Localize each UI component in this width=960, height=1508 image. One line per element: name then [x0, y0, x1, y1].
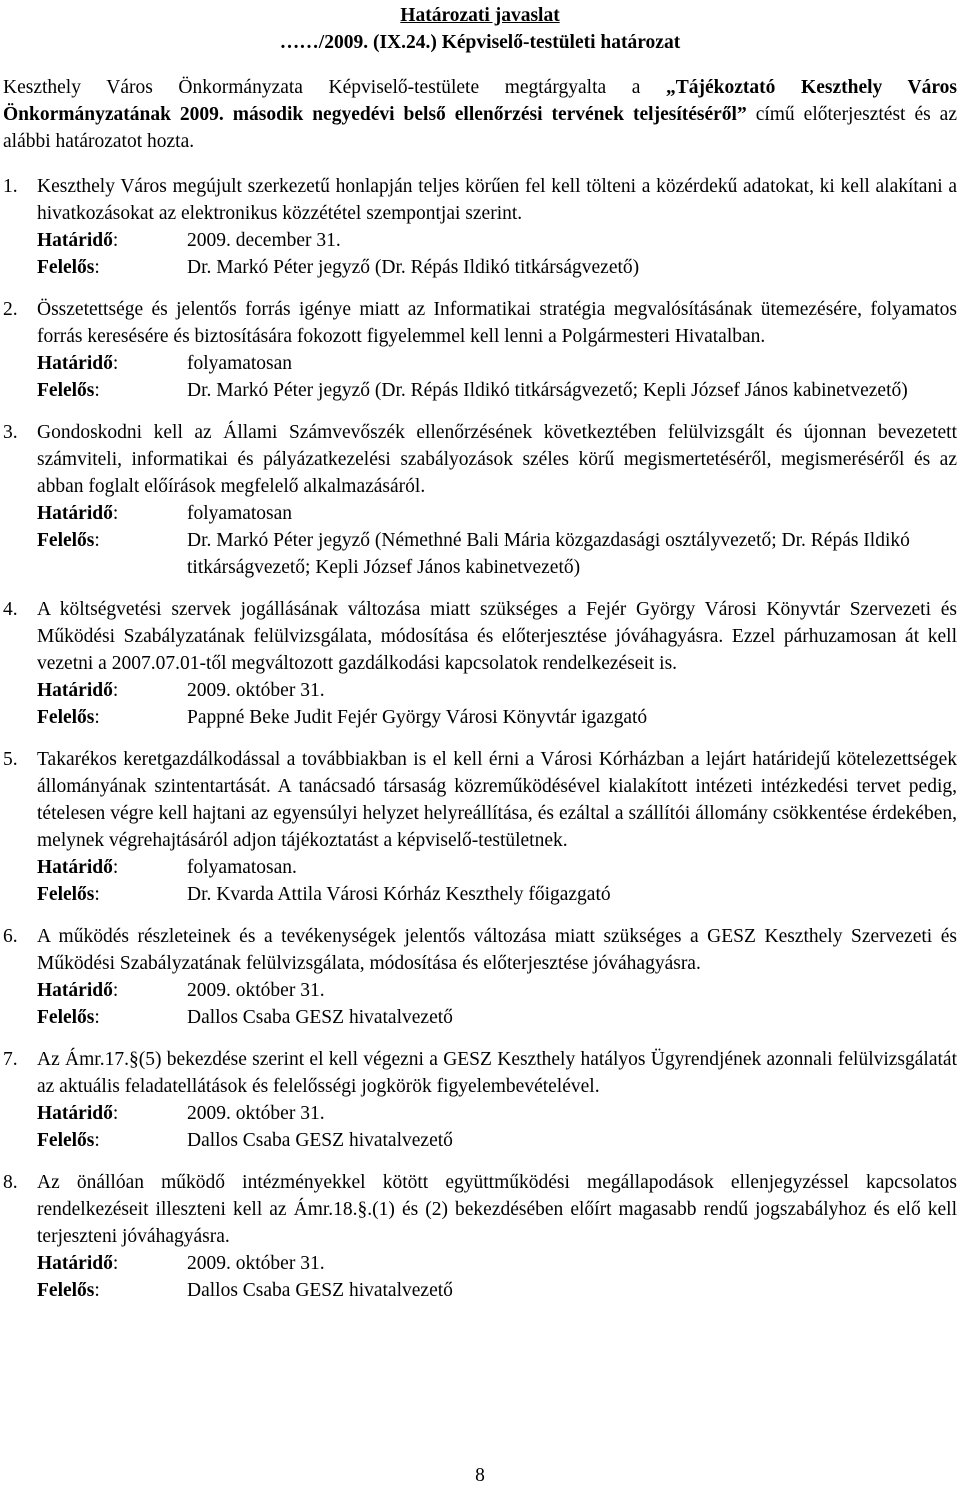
responsible-value: Dallos Csaba GESZ hivatalvezető	[187, 1280, 453, 1301]
resolution-item	[3, 923, 957, 1031]
item-text: A működés részleteinek és a tevékenységek jelentős változása miatt szükséges a GESZ Keszthely Szervezeti és Működési Szabályzatának felülvizsgálata, módosítása és előterjesztése jóváhagyásra.	[37, 926, 957, 974]
deadline-label-text: Határidő	[37, 1103, 113, 1124]
intro-document-title: „Tájékoztató Keszthely Város Önkormányzatának 2009. második negyedévi belső ellenőrzési tervének teljesítéséről”	[3, 77, 957, 125]
responsible-label-text: Felelős	[37, 380, 95, 401]
item-number: 8.	[3, 1172, 18, 1193]
item-text: Az Ámr.17.§(5) bekezdése szerint el kell végezni a GESZ Keszthely hatályos Ügyrendjének azonnali felülvizsgálatát az aktuális feladatellátások és felelősségi jogkörök figyelembevételével.	[37, 1049, 957, 1097]
responsible-row	[37, 704, 957, 731]
responsible-label-text: Felelős	[37, 1280, 95, 1301]
deadline-label-colon: :	[112, 1253, 119, 1274]
responsible-label	[37, 1127, 187, 1154]
responsible-label-colon: :	[94, 380, 100, 401]
deadline-value: folyamatosan.	[187, 857, 297, 878]
deadline-value: folyamatosan	[187, 503, 293, 524]
deadline-label	[37, 977, 187, 1004]
resolution-items	[3, 173, 957, 1304]
deadline-row	[37, 500, 957, 527]
responsible-label-colon: :	[94, 530, 100, 551]
deadline-label-colon: :	[112, 857, 119, 878]
responsible-value: Dr. Markó Péter jegyző (Dr. Répás Ildikó titkárságvezető)	[187, 257, 640, 278]
page-number: 8	[475, 1465, 485, 1486]
intro-paragraph	[3, 74, 957, 155]
deadline-row	[37, 1100, 957, 1127]
deadline-value: 2009. október 31.	[187, 680, 325, 701]
deadline-value: folyamatosan	[187, 353, 293, 374]
item-number: 3.	[3, 422, 18, 443]
deadline-row	[37, 227, 957, 254]
item-number: 7.	[3, 1049, 18, 1070]
deadline-value: 2009. október 31.	[187, 1253, 325, 1274]
deadline-label	[37, 500, 187, 527]
responsible-row	[37, 254, 957, 281]
responsible-label-text: Felelős	[37, 884, 95, 905]
deadline-row	[37, 1250, 957, 1277]
item-body	[37, 173, 957, 281]
intro-text-end: című előterjesztést és az alábbi határozatot hozta.	[3, 104, 957, 152]
deadline-label-colon: :	[112, 680, 119, 701]
item-text: Takarékos keretgazdálkodással a továbbiakban is el kell érni a Városi Kórházban a lejárt határidejű kötelezettségek állományának szintentartását. A tanácsadó társaság közreműködésével kialakított intézeti intézkedési tervet pedig, tételesen végre kell hajtani az egyensúlyi helyzet helyreállítása, és ezáltal a szállítói állomány csökkentése érdekében, melynek végrehajtásáról adjon tájékoztatást a képviselő-testületnek.	[37, 749, 957, 851]
deadline-label-colon: :	[112, 980, 119, 1001]
item-text: Gondoskodni kell az Állami Számvevőszék ellenőrzésének következtében felülvizsgált és újonnan bevezetett számviteli, informatikai és pályázatkezelési szabályozások széles körű megismertetéséről, megismeréséről és az abban foglalt előírások megfelelő alkalmazásáról.	[37, 422, 957, 497]
resolution-item	[3, 173, 957, 281]
responsible-row	[37, 1277, 957, 1304]
responsible-value: Dr. Kvarda Attila Városi Kórház Keszthely főigazgató	[187, 884, 611, 905]
deadline-label	[37, 854, 187, 881]
responsible-label-text: Felelős	[37, 707, 95, 728]
item-body	[37, 746, 957, 908]
deadline-label-text: Határidő	[37, 353, 113, 374]
item-body	[37, 923, 957, 1031]
deadline-label-text: Határidő	[37, 230, 113, 251]
item-number: 5.	[3, 749, 18, 770]
responsible-label-text: Felelős	[37, 1007, 95, 1028]
item-body	[37, 1169, 957, 1304]
responsible-value: Dallos Csaba GESZ hivatalvezető	[187, 1130, 453, 1151]
responsible-label-colon: :	[94, 1280, 100, 1301]
responsible-label	[37, 704, 187, 731]
responsible-value: Dr. Markó Péter jegyző (Némethné Bali Mária közgazdasági osztályvezető; Dr. Répás Ildikó titkárságvezető; Kepli József János kabinetvezető)	[187, 530, 910, 578]
responsible-label	[37, 881, 187, 908]
deadline-label-text: Határidő	[37, 680, 113, 701]
responsible-row	[37, 1004, 957, 1031]
deadline-label-text: Határidő	[37, 503, 113, 524]
responsible-value: Pappné Beke Judit Fejér György Városi Könyvtár igazgató	[187, 707, 648, 728]
responsible-row	[37, 527, 957, 581]
responsible-row	[37, 1127, 957, 1154]
deadline-label-colon: :	[112, 230, 119, 251]
item-number: 4.	[3, 599, 18, 620]
item-body	[37, 296, 957, 404]
responsible-label-text: Felelős	[37, 257, 95, 278]
item-text: Keszthely Város megújult szerkezetű honlapján teljes körűen fel kell tölteni a közérdekű adatokat, ki kell alakítani a hivatkozásokat az elektronikus közzététel szempontjai szerint.	[37, 176, 957, 224]
responsible-label	[37, 254, 187, 281]
deadline-value: 2009. október 31.	[187, 980, 325, 1001]
responsible-label-text: Felelős	[37, 1130, 95, 1151]
responsible-label-colon: :	[94, 1130, 100, 1151]
deadline-label	[37, 1250, 187, 1277]
item-number: 6.	[3, 926, 18, 947]
resolution-item	[3, 596, 957, 731]
deadline-label-text: Határidő	[37, 980, 113, 1001]
responsible-label-colon: :	[94, 707, 100, 728]
responsible-label	[37, 377, 187, 404]
deadline-label-text: Határidő	[37, 857, 113, 878]
resolution-number: ……/2009. (IX.24.) Képviselő-testületi határozat	[279, 32, 681, 53]
responsible-label	[37, 1004, 187, 1031]
item-text: A költségvetési szervek jogállásának változása miatt szükséges a Fejér György Városi Könyvtár Szervezeti és Működési Szabályzatának felülvizsgálata, módosítása és előterjesztése jóváhagyásra. Ezzel párhuzamosan át kell vezetni a 2007.07.01-től megváltozott gazdálkodási kapcsolatok rendelkezéseit is.	[37, 599, 957, 674]
deadline-row	[37, 977, 957, 1004]
resolution-item	[3, 296, 957, 404]
deadline-label	[37, 1100, 187, 1127]
responsible-value: Dr. Markó Péter jegyző (Dr. Répás Ildikó titkárságvezető; Kepli József János kabinetvezető)	[187, 380, 908, 401]
deadline-label-colon: :	[112, 1103, 119, 1124]
deadline-label-text: Határidő	[37, 1253, 113, 1274]
item-body	[37, 596, 957, 731]
responsible-label-text: Felelős	[37, 530, 95, 551]
deadline-row	[37, 677, 957, 704]
deadline-label-colon: :	[112, 503, 119, 524]
item-body	[37, 1046, 957, 1154]
deadline-row	[37, 350, 957, 377]
responsible-label	[37, 1277, 187, 1304]
intro-text-start: Keszthely Város Önkormányzata Képviselő-testülete megtárgyalta a	[3, 77, 667, 98]
deadline-label	[37, 227, 187, 254]
responsible-value: Dallos Csaba GESZ hivatalvezető	[187, 1007, 453, 1028]
resolution-item	[3, 1046, 957, 1154]
deadline-label	[37, 677, 187, 704]
responsible-label-colon: :	[94, 884, 100, 905]
item-text: Összetettsége és jelentős forrás igénye miatt az Informatikai stratégia megvalósításának ütemezésére, folyamatos forrás keresésére és biztosítására fokozott figyelemmel kell lenni a Polgármesteri Hivatalban.	[37, 299, 957, 347]
deadline-label-colon: :	[112, 353, 119, 374]
resolution-item	[3, 419, 957, 581]
responsible-row	[37, 881, 957, 908]
item-body	[37, 419, 957, 581]
item-number: 1.	[3, 176, 18, 197]
resolution-item	[3, 1169, 957, 1304]
responsible-label-colon: :	[94, 1007, 100, 1028]
item-number: 2.	[3, 299, 18, 320]
responsible-label-colon: :	[94, 257, 100, 278]
deadline-value: 2009. december 31.	[187, 230, 341, 251]
resolution-item	[3, 746, 957, 908]
deadline-label	[37, 350, 187, 377]
responsible-row	[37, 377, 957, 404]
deadline-row	[37, 854, 957, 881]
responsible-label	[37, 527, 187, 581]
document-title: Határozati javaslat	[400, 5, 560, 26]
item-text: Az önállóan működő intézményekkel kötött együttműködési megállapodások ellenjegyzéssel kapcsolatos rendelkezéseit illeszteni kell az Ámr.18.§.(1) és (2) bekezdésében előírt magasabb rendű jogszabályhoz és elő kell terjeszteni jóváhagyásra.	[37, 1172, 957, 1247]
deadline-value: 2009. október 31.	[187, 1103, 325, 1124]
document-page	[3, 0, 957, 1319]
